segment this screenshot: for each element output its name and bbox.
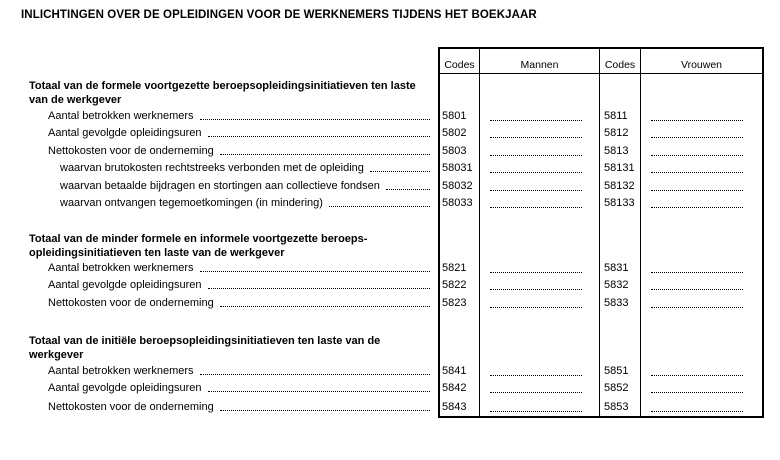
leader-dots: [208, 127, 430, 137]
value-field-men[interactable]: [490, 180, 582, 191]
code-men: 58033: [442, 197, 473, 209]
table-frame: [438, 47, 764, 418]
row-label: Aantal betrokken werknemers: [48, 262, 194, 274]
row-label: waarvan ontvangen tegemoetkomingen (in mindering): [60, 197, 323, 209]
value-field-women[interactable]: [651, 279, 743, 290]
column-header-women: Vrouwen: [680, 59, 723, 71]
header-divider: [438, 73, 764, 74]
code-men: 5821: [442, 262, 467, 274]
code-men: 5822: [442, 279, 467, 291]
value-field-men[interactable]: [490, 279, 582, 290]
column-header-codes-men: Codes: [444, 59, 475, 71]
value-field-men[interactable]: [490, 297, 582, 308]
value-field-men[interactable]: [490, 365, 582, 376]
row-label: Aantal betrokken werknemers: [48, 365, 194, 377]
section-title: Totaal van de initiële beroepsopleidingsinitiatieven ten laste van de werkgever: [29, 335, 381, 361]
code-women: 5853: [604, 401, 629, 413]
value-field-women[interactable]: [651, 127, 743, 138]
column-header-codes-women: Codes: [604, 59, 636, 71]
leader-dots: [200, 365, 430, 375]
row-label: Aantal gevolgde opleidingsuren: [48, 127, 202, 139]
leader-dots: [200, 110, 430, 120]
table-row: [0, 110, 780, 126]
leader-dots: [200, 262, 430, 272]
section-title: Totaal van de formele voortgezette beroepsopleidingsinitiatieven ten laste van de werkgever: [29, 80, 416, 106]
value-field-women[interactable]: [651, 145, 743, 156]
value-field-men[interactable]: [490, 145, 582, 156]
table-row: [0, 162, 780, 178]
leader-dots: [329, 197, 430, 207]
table-row: [0, 262, 780, 278]
code-men: 5842: [442, 382, 467, 394]
column-divider: [640, 47, 641, 418]
code-women: 5813: [604, 145, 629, 157]
code-men: 58032: [442, 180, 473, 192]
row-label: waarvan betaalde bijdragen en stortingen aan collectieve fondsen: [60, 180, 380, 192]
leader-dots: [208, 382, 430, 392]
table-row: [0, 180, 780, 196]
table-row: [0, 197, 780, 213]
value-field-men[interactable]: [490, 110, 582, 121]
value-field-women[interactable]: [651, 110, 743, 121]
section-title: Totaal van de minder formele en informele voortgezette beroeps-opleidingsinitiatieven ten laste van de werkgever: [29, 233, 368, 259]
code-women: 5851: [604, 365, 629, 377]
table-row: [0, 145, 780, 161]
value-field-men[interactable]: [490, 127, 582, 138]
table-row: [0, 401, 780, 417]
code-men: 5843: [442, 401, 467, 413]
value-field-women[interactable]: [651, 365, 743, 376]
value-field-women[interactable]: [651, 401, 743, 412]
row-label: Aantal betrokken werknemers: [48, 110, 194, 122]
value-field-men[interactable]: [490, 197, 582, 208]
code-men: 5802: [442, 127, 467, 139]
column-header-men: Mannen: [520, 59, 559, 71]
value-field-women[interactable]: [651, 382, 743, 393]
value-field-men[interactable]: [490, 401, 582, 412]
table-row: [0, 279, 780, 295]
code-men: 5801: [442, 110, 467, 122]
row-label: Nettokosten voor de onderneming: [48, 297, 214, 309]
code-women: 5831: [604, 262, 629, 274]
table-row: [0, 127, 780, 143]
value-field-men[interactable]: [490, 382, 582, 393]
code-women: 5832: [604, 279, 629, 291]
code-men: 5823: [442, 297, 467, 309]
column-divider: [479, 47, 480, 418]
code-men: 58031: [442, 162, 473, 174]
code-women: 58133: [604, 197, 635, 209]
code-women: 5811: [604, 110, 628, 122]
code-women: 5833: [604, 297, 629, 309]
table-row: [0, 297, 780, 313]
value-field-women[interactable]: [651, 162, 743, 173]
leader-dots: [386, 180, 430, 190]
row-label: Nettokosten voor de onderneming: [48, 401, 214, 413]
code-women: 58132: [604, 180, 635, 192]
page-title: INLICHTINGEN OVER DE OPLEIDINGEN VOOR DE WERKNEMERS TIJDENS HET BOEKJAAR: [21, 9, 537, 21]
leader-dots: [220, 297, 430, 307]
value-field-women[interactable]: [651, 180, 743, 191]
value-field-men[interactable]: [490, 162, 582, 173]
leader-dots: [370, 162, 430, 172]
table-row: [0, 365, 780, 381]
row-label: waarvan brutokosten rechtstreeks verbonden met de opleiding: [60, 162, 364, 174]
row-label: Aantal gevolgde opleidingsuren: [48, 382, 202, 394]
row-label: Aantal gevolgde opleidingsuren: [48, 279, 202, 291]
leader-dots: [220, 145, 430, 155]
code-men: 5803: [442, 145, 467, 157]
value-field-women[interactable]: [651, 262, 743, 273]
code-women: 58131: [604, 162, 635, 174]
code-men: 5841: [442, 365, 467, 377]
code-women: 5852: [604, 382, 629, 394]
leader-dots: [220, 401, 430, 411]
value-field-women[interactable]: [651, 197, 743, 208]
value-field-women[interactable]: [651, 297, 743, 308]
table-row: [0, 382, 780, 398]
code-women: 5812: [604, 127, 629, 139]
leader-dots: [208, 279, 430, 289]
row-label: Nettokosten voor de onderneming: [48, 145, 214, 157]
value-field-men[interactable]: [490, 262, 582, 273]
column-divider: [599, 47, 600, 418]
